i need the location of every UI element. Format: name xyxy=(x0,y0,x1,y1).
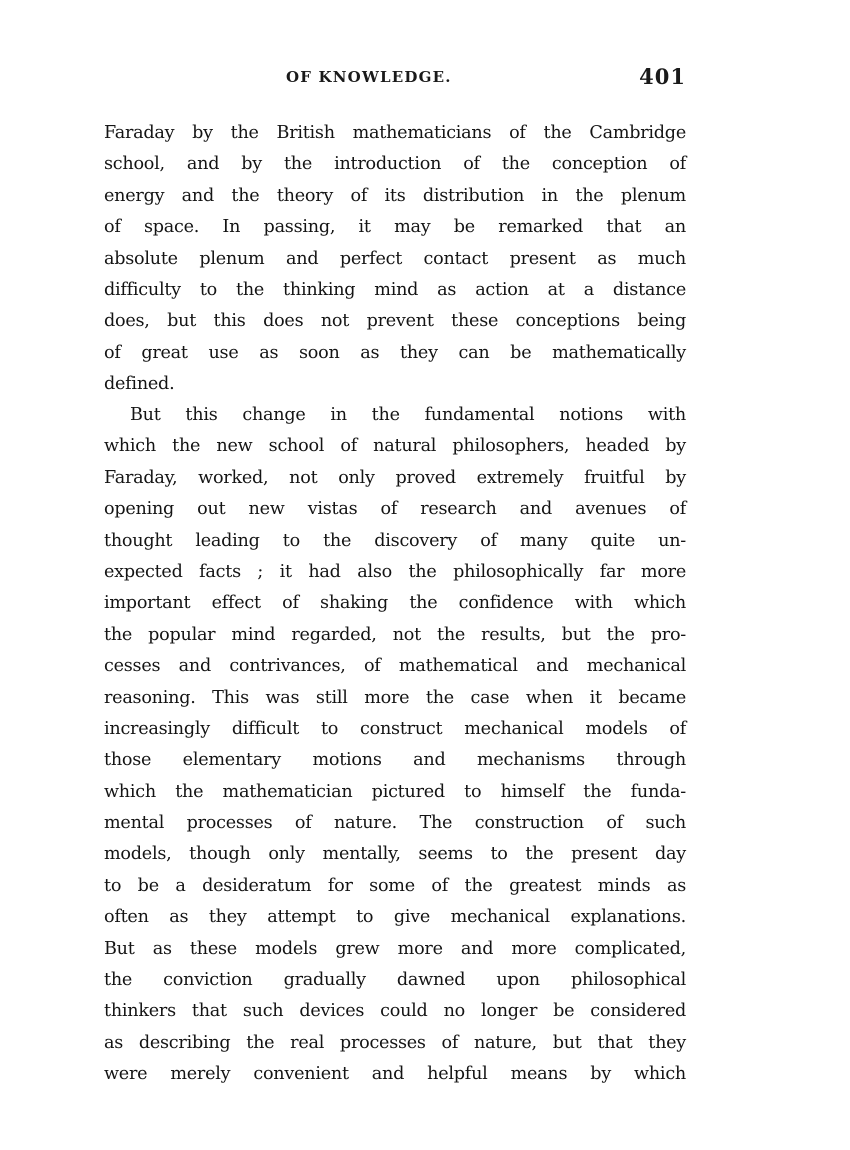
text-line: models, though only mentally, seems to the present day xyxy=(104,844,686,865)
text-line: to be a desideratum for some of the greatest minds as xyxy=(104,875,686,896)
text-line: Faraday, worked, not only proved extremely fruitful by xyxy=(104,467,686,488)
page-number: 401 xyxy=(639,64,686,89)
text-line: But as these models grew more and more complicated, xyxy=(104,938,686,959)
running-head xyxy=(104,64,686,94)
text-line: school, and by the introduction of the conception of xyxy=(104,154,686,175)
text-line: were merely convenient and helpful means by which xyxy=(104,1064,686,1085)
text-line: does, but this does not prevent these conceptions being xyxy=(104,311,686,332)
text-line: as describing the real processes of nature, but that they xyxy=(104,1032,686,1053)
text-line: often as they attempt to give mechanical explanations. xyxy=(104,907,686,928)
text-line: those elementary motions and mechanisms through xyxy=(104,750,686,771)
text-line: the conviction gradually dawned upon philosophical xyxy=(104,970,686,991)
text-line: thinkers that such devices could no longer be considered xyxy=(104,1001,686,1022)
text-line: of space. In passing, it may be remarked that an xyxy=(104,217,686,238)
paragraph-1 xyxy=(104,118,686,401)
text-line: increasingly difficult to construct mechanical models of xyxy=(104,718,686,739)
running-title: OF KNOWLEDGE. xyxy=(286,68,452,86)
text-line: which the new school of natural philosophers, headed by xyxy=(104,436,686,457)
text-line: which the mathematician pictured to himself the funda- xyxy=(104,781,686,802)
text-line: mental processes of nature. The construction of such xyxy=(104,813,686,834)
text-line: of great use as soon as they can be mathematically xyxy=(104,342,686,363)
text-line: important effect of shaking the confidence with which xyxy=(104,593,686,614)
text-line: opening out new vistas of research and avenues of xyxy=(104,499,686,520)
text-line: absolute plenum and perfect contact present as much xyxy=(104,248,686,269)
text-line: defined. xyxy=(104,374,175,395)
text-line: the popular mind regarded, not the results, but the pro- xyxy=(104,624,686,645)
text-line: But this change in the fundamental notions with xyxy=(130,405,686,425)
text-line: Faraday by the British mathematicians of the Cambridge xyxy=(104,123,686,143)
text-line: expected facts ; it had also the philosophically far more xyxy=(104,561,686,582)
text-line: energy and the theory of its distribution in the plenum xyxy=(104,185,686,206)
text-line: thought leading to the discovery of many quite un- xyxy=(104,530,686,551)
text-line: difficulty to the thinking mind as action at a distance xyxy=(104,279,686,300)
text-line: reasoning. This was still more the case when it became xyxy=(104,687,686,708)
paragraph-2 xyxy=(104,400,686,1091)
text-line: cesses and contrivances, of mathematical and mechanical xyxy=(104,656,686,677)
